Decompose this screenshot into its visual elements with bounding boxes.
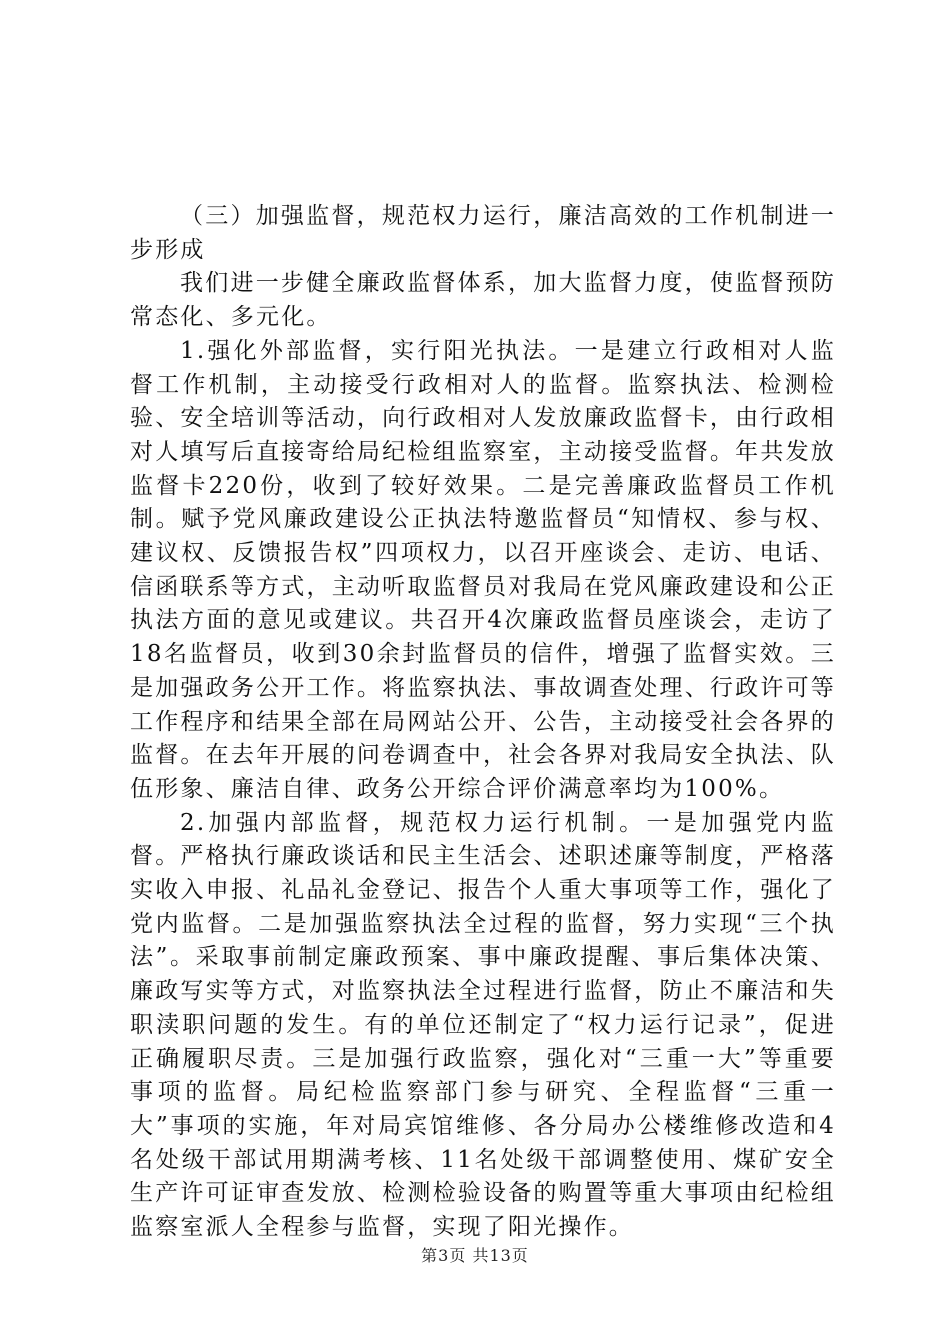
section-heading: （三）加强监督，规范权力运行，廉洁高效的工作机制进一步形成: [130, 203, 836, 263]
page-number-footer: 第3页 共13页: [421, 1246, 529, 1265]
document-body: [130, 200, 836, 1245]
external-supervision-paragraph: 1.强化外部监督，实行阳光执法。一是建立行政相对人监督工作机制，主动接受行政相对人的监督。监察执法、检测检验、安全培训等活动，向行政相对人发放廉政监督卡，由行政相对人填写后直接寄给局纪检组监察室，主动接受监督。年共发放监督卡220份，收到了较好效果。二是完善廉政监督员工作机制。赋予党风廉政建设公正执法特邀监督员“知情权、参与权、建议权、反馈报告权”四项权力，以召开座谈会、走访、电话、信函联系等方式，主动听取监督员对我局在党风廉政建设和公正执法方面的意见或建议。共召开4次廉政监督员座谈会，走访了18名监督员，收到30余封监督员的信件，增强了监督实效。三是加强政务公开工作。将监察执法、事故调查处理、行政许可等工作程序和结果全部在局网站公开、公告，主动接受社会各界的监督。在去年开展的问卷调查中，社会各界对我局安全执法、队伍形象、廉洁自律、政务公开综合评价满意率均为100%。: [130, 337, 836, 802]
internal-supervision-paragraph: 2.加强内部监督，规范权力运行机制。一是加强党内监督。严格执行廉政谈话和民主生活会、述职述廉等制度，严格落实收入申报、礼品礼金登记、报告个人重大事项等工作，强化了党内监督。二是加强监察执法全过程的监督，努力实现“三个执法”。采取事前制定廉政预案、事中廉政提醒、事后集体决策、廉政写实等方式，对监察执法全过程进行监督，防止不廉洁和失职渎职问题的发生。有的单位还制定了“权力运行记录”，促进正确履职尽责。三是加强行政监察，强化对“三重一大”等重要事项的监督。局纪检监察部门参与研究、全程监督“三重一大”事项的实施，年对局宾馆维修、各分局办公楼维修改造和4名处级干部试用期满考核、11名处级干部调整使用、煤矿安全生产许可证审查发放、检测检验设备的购置等重大事项由纪检组监察室派人全程参与监督，实现了阳光操作。: [130, 809, 836, 1241]
intro-paragraph: 我们进一步健全廉政监督体系，加大监督力度，使监督预防常态化、多元化。: [130, 270, 836, 331]
